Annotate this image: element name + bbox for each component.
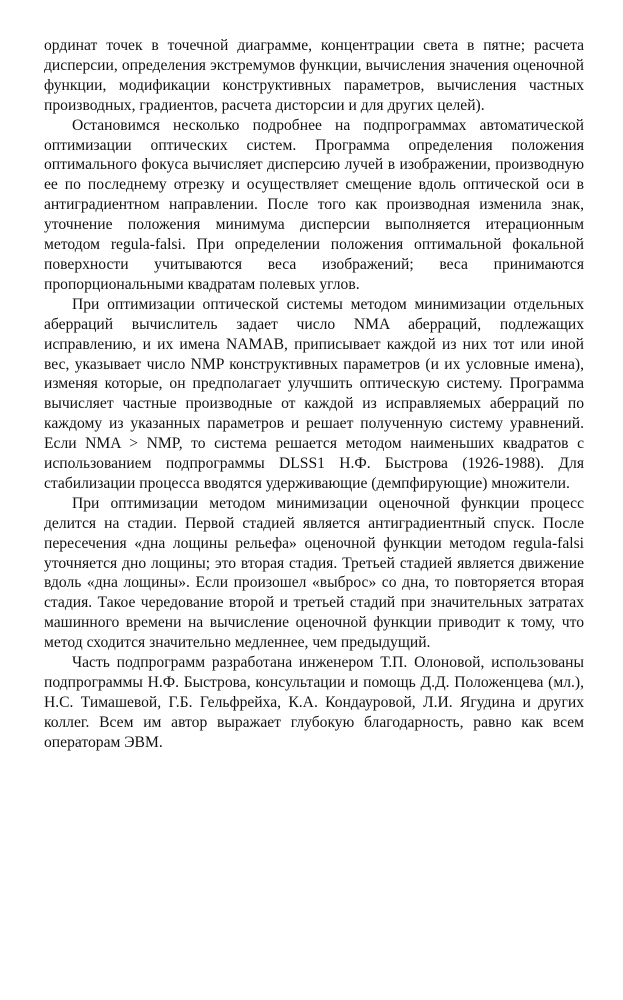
paragraph-aberration-minimization: При оптимизации оптической системы методом минимизации отдельных аберраций вычислитель задает число NMA аберраций, подлежащих исправлению, и их имена NAMAB, приписывает каждой из них тот или иной вес, указывает число NMP конструктивных параметров (и их условные имена), изменяя которые, он предполагает улучшить оптическую систему. Программа вычисляет частные производные от каждой из исправляемых аберраций по каждому из указанных параметров и решает полученную систему уравнений. Если NMA > NMP, то система решается методом наименьших квадратов с использованием подпрограммы DLSS1 Н.Ф. Быстрова (1926-1988). Для стабилизации процесса вводятся удерживающие (демпфирующие) множители. <box>44 295 584 492</box>
document-page <box>44 36 584 753</box>
paragraph-continuation: ординат точек в точечной диаграмме, концентрации света в пятне; расчета дисперсии, определения экстремумов функции, вычисления значения оценочной функции, модификации конструктивных параметров, вычисления частных производных, градиентов, расчета дисторсии и для других целей). <box>44 37 584 114</box>
paragraph-acknowledgements: Часть подпрограмм разработана инженером Т.П. Олоновой, использованы подпрограммы Н.Ф. Быстрова, консультации и помощь Д.Д. Положенцева (мл.), Н.С. Тимашевой, Г.Б. Гельфрейха, К.А. Кондауровой, Л.И. Ягудина и других коллег. Всем им автор выражает глубокую благодарность, равно как всем операторам ЭВМ. <box>44 654 584 751</box>
paragraph-optimal-focus: Остановимся несколько подробнее на подпрограммах автоматической оптимизации оптических систем. Программа определения положения оптимального фокуса вычисляет дисперсию лучей в изображении, производную ее по последнему отрезку и осуществляет смещение вдоль оптической оси в антиградиентном направлении. После того как производная изменила знак, уточнение положения минимума дисперсии выполняется итерационным методом regula-falsi. При определении положения оптимальной фокальной поверхности учитываются веса изображений; веса принимаются пропорциональными квадратам полевых углов. <box>44 116 584 293</box>
paragraph-merit-function: При оптимизации методом минимизации оценочной функции процесс делится на стадии. Первой стадией является антиградиентный спуск. После пересечения «дна лощины рельефа» оценочной функции методом regula-falsi уточняется дно лощины; это вторая стадия. Третьей стадией является движение вдоль «дна лощины». Если произошел «выброс» со дна, то повторяется вторая стадия. Такое чередование второй и третьей стадий при значительных затратах машинного времени на вычисление оценочной функции приводит к тому, что метод сходится значительно медленнее, чем предыдущий. <box>44 494 584 652</box>
